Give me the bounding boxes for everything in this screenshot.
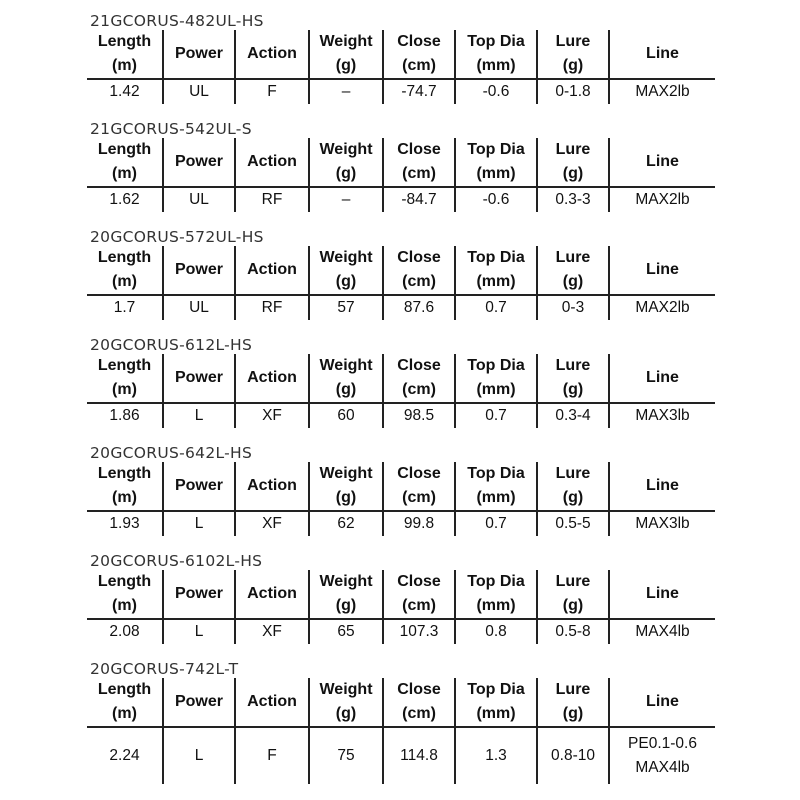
header-text: Close [397, 465, 441, 482]
spec-table [87, 30, 715, 104]
header-action [235, 30, 309, 79]
header-text: Length [97, 681, 152, 698]
header-text: (g) [335, 57, 357, 74]
data-row [87, 403, 715, 428]
header-text: Close [397, 573, 441, 590]
header-text: Action [247, 261, 297, 278]
header-text: (g) [335, 705, 357, 722]
header-top-dia [455, 678, 537, 727]
header-length [87, 138, 163, 187]
header-text: (m) [112, 705, 137, 722]
spec-table [87, 462, 715, 536]
cell-weight: 75 [309, 727, 383, 784]
header-text: Power [174, 585, 223, 602]
header-text: (g) [562, 705, 584, 722]
header-text: (cm) [402, 705, 436, 722]
header-action [235, 462, 309, 511]
header-text: (g) [562, 273, 584, 290]
header-weight [309, 138, 383, 187]
header-text: Top Dia [467, 141, 525, 158]
cell-weight: – [309, 79, 383, 104]
header-text: Length [97, 357, 152, 374]
header-lure [537, 354, 609, 403]
header-text: (m) [112, 381, 137, 398]
header-lure [537, 678, 609, 727]
line-text: MAX3lb [635, 407, 690, 424]
header-text: (cm) [402, 597, 436, 614]
header-action [235, 246, 309, 295]
line-text: MAX2lb [635, 83, 690, 100]
header-text: Line [646, 693, 679, 710]
cell-line [609, 403, 715, 428]
cell-top-dia: 0.8 [455, 619, 537, 644]
cell-lure: 0.5-5 [537, 511, 609, 536]
header-text: (mm) [476, 381, 516, 398]
header-text: (cm) [402, 489, 436, 506]
cell-close: 107.3 [383, 619, 455, 644]
header-text: Line [646, 369, 679, 386]
header-text: Action [247, 153, 297, 170]
cell-action: RF [235, 295, 309, 320]
data-row [87, 727, 715, 784]
header-weight [309, 678, 383, 727]
header-text: (cm) [402, 165, 436, 182]
cell-lure: 0.3-3 [537, 187, 609, 212]
header-text: Top Dia [467, 33, 525, 50]
data-row [87, 619, 715, 644]
spec-table [87, 246, 715, 320]
cell-close: 98.5 [383, 403, 455, 428]
spec-table [87, 354, 715, 428]
header-line [609, 462, 715, 511]
header-action [235, 570, 309, 619]
header-text: Close [397, 141, 441, 158]
header-line [609, 30, 715, 79]
cell-length: 1.93 [109, 515, 140, 532]
header-text: Line [646, 477, 679, 494]
header-text: Top Dia [467, 249, 525, 266]
cell-power: L [163, 511, 235, 536]
cell-top-dia: 0.7 [455, 511, 537, 536]
cell-top-dia: -0.6 [455, 187, 537, 212]
header-text: Weight [319, 357, 373, 374]
header-lure [537, 138, 609, 187]
model-name: 20GCORUS-742L-T [90, 660, 239, 678]
header-text: (mm) [476, 597, 516, 614]
header-text: Top Dia [467, 465, 525, 482]
header-close [383, 30, 455, 79]
header-length [87, 678, 163, 727]
header-text: (m) [112, 489, 137, 506]
header-text: Top Dia [467, 357, 525, 374]
header-text: Power [174, 693, 223, 710]
header-text: (g) [562, 489, 584, 506]
cell-lure: 0.5-8 [537, 619, 609, 644]
cell-weight: 60 [309, 403, 383, 428]
header-weight [309, 462, 383, 511]
header-top-dia [455, 570, 537, 619]
model-name: 20GCORUS-572UL-HS [90, 228, 264, 246]
header-line [609, 138, 715, 187]
cell-line [609, 619, 715, 644]
header-text: Lure [555, 357, 591, 374]
header-text: (cm) [402, 57, 436, 74]
cell-weight: – [309, 187, 383, 212]
cell-close: -84.7 [383, 187, 455, 212]
cell-power: L [163, 619, 235, 644]
header-top-dia [455, 138, 537, 187]
cell-close: -74.7 [383, 79, 455, 104]
header-length [87, 354, 163, 403]
cell-length: 1.7 [113, 299, 136, 316]
header-text: Length [97, 465, 152, 482]
cell-power: L [163, 403, 235, 428]
header-text: Close [397, 681, 441, 698]
cell-lure: 0-1.8 [537, 79, 609, 104]
cell-close: 114.8 [383, 727, 455, 784]
header-row [87, 138, 715, 187]
header-text: Top Dia [467, 573, 525, 590]
header-length [87, 246, 163, 295]
header-line [609, 246, 715, 295]
header-lure [537, 30, 609, 79]
model-name: 21GCORUS-542UL-S [90, 120, 252, 138]
line-text: MAX2lb [635, 299, 690, 316]
spec-table [87, 678, 715, 784]
header-close [383, 138, 455, 187]
cell-lure: 0-3 [537, 295, 609, 320]
cell-top-dia: -0.6 [455, 79, 537, 104]
line-text: MAX3lb [635, 515, 690, 532]
header-text: (g) [335, 489, 357, 506]
cell-line [609, 295, 715, 320]
header-text: (cm) [402, 273, 436, 290]
header-text: Close [397, 249, 441, 266]
header-length [87, 462, 163, 511]
header-text: Length [97, 141, 152, 158]
cell-length: 1.42 [109, 83, 140, 100]
header-length [87, 570, 163, 619]
header-text: (g) [335, 381, 357, 398]
cell-lure: 0.8-10 [537, 727, 609, 784]
header-text: Power [174, 369, 223, 386]
header-line [609, 354, 715, 403]
header-top-dia [455, 354, 537, 403]
model-name: 20GCORUS-642L-HS [90, 444, 253, 462]
header-text: Length [97, 249, 152, 266]
cell-line [609, 187, 715, 212]
header-close [383, 678, 455, 727]
header-power [163, 462, 235, 511]
cell-line [609, 79, 715, 104]
header-row [87, 246, 715, 295]
header-text: (g) [562, 597, 584, 614]
spec-table [87, 570, 715, 644]
cell-length: 1.86 [109, 407, 140, 424]
header-top-dia [455, 462, 537, 511]
cell-lure: 0.3-4 [537, 403, 609, 428]
header-row [87, 570, 715, 619]
header-power [163, 30, 235, 79]
header-text: Line [646, 585, 679, 602]
header-text: Lure [555, 33, 591, 50]
header-text: Power [174, 153, 223, 170]
header-text: (mm) [476, 705, 516, 722]
line-text: MAX2lb [635, 191, 690, 208]
cell-top-dia: 1.3 [455, 727, 537, 784]
header-text: (mm) [476, 489, 516, 506]
cell-line [609, 727, 715, 784]
header-text: Action [247, 585, 297, 602]
header-text: Weight [319, 465, 373, 482]
header-text: (mm) [476, 57, 516, 74]
header-row [87, 30, 715, 79]
header-text: Action [247, 477, 297, 494]
line-text: MAX4lb [635, 759, 690, 776]
header-close [383, 462, 455, 511]
header-text: (g) [335, 165, 357, 182]
model-name: 20GCORUS-612L-HS [90, 336, 253, 354]
header-row [87, 462, 715, 511]
data-row [87, 187, 715, 212]
header-text: Line [646, 45, 679, 62]
data-row [87, 511, 715, 536]
header-line [609, 678, 715, 727]
header-row [87, 678, 715, 727]
spec-table [87, 138, 715, 212]
cell-action: RF [235, 187, 309, 212]
header-power [163, 246, 235, 295]
header-text: (g) [562, 165, 584, 182]
header-line [609, 570, 715, 619]
header-lure [537, 570, 609, 619]
header-lure [537, 246, 609, 295]
header-text: Weight [319, 573, 373, 590]
header-weight [309, 246, 383, 295]
header-text: (g) [562, 381, 584, 398]
cell-length: 2.08 [109, 623, 140, 640]
header-power [163, 570, 235, 619]
header-text: (g) [562, 57, 584, 74]
header-text: (m) [112, 57, 137, 74]
cell-weight: 65 [309, 619, 383, 644]
header-lure [537, 462, 609, 511]
model-name: 20GCORUS-6102L-HS [90, 552, 263, 570]
header-weight [309, 354, 383, 403]
cell-action: XF [235, 619, 309, 644]
header-text: Lure [555, 465, 591, 482]
header-text: Action [247, 369, 297, 386]
header-text: Length [97, 33, 152, 50]
cell-action: XF [235, 511, 309, 536]
header-text: (mm) [476, 273, 516, 290]
header-text: Weight [319, 681, 373, 698]
header-text: Power [174, 45, 223, 62]
cell-action: F [235, 79, 309, 104]
header-text: (m) [112, 597, 137, 614]
header-text: Lure [555, 249, 591, 266]
model-name: 21GCORUS-482UL-HS [90, 12, 264, 30]
data-row [87, 79, 715, 104]
header-text: (m) [112, 165, 137, 182]
header-text: Lure [555, 141, 591, 158]
header-row [87, 354, 715, 403]
header-text: (m) [112, 273, 137, 290]
line-text: MAX4lb [635, 623, 690, 640]
cell-action: XF [235, 403, 309, 428]
header-text: Action [247, 45, 297, 62]
header-text: Close [397, 357, 441, 374]
header-close [383, 354, 455, 403]
cell-close: 99.8 [383, 511, 455, 536]
cell-weight: 57 [309, 295, 383, 320]
header-close [383, 246, 455, 295]
cell-length: 2.24 [109, 747, 140, 764]
header-text: Lure [555, 681, 591, 698]
header-text: Length [97, 573, 152, 590]
line-text: PE0.1-0.6 [628, 735, 697, 752]
cell-close: 87.6 [383, 295, 455, 320]
header-text: Weight [319, 141, 373, 158]
header-action [235, 138, 309, 187]
cell-power: UL [163, 295, 235, 320]
cell-action: F [235, 727, 309, 784]
header-weight [309, 30, 383, 79]
header-text: Power [174, 477, 223, 494]
cell-power: L [163, 727, 235, 784]
header-power [163, 138, 235, 187]
cell-length: 1.62 [109, 191, 140, 208]
header-text: Line [646, 153, 679, 170]
header-text: Close [397, 33, 441, 50]
header-top-dia [455, 30, 537, 79]
header-text: Lure [555, 573, 591, 590]
header-length [87, 30, 163, 79]
cell-top-dia: 0.7 [455, 403, 537, 428]
header-text: (g) [335, 273, 357, 290]
header-text: Top Dia [467, 681, 525, 698]
cell-top-dia: 0.7 [455, 295, 537, 320]
header-top-dia [455, 246, 537, 295]
header-text: (mm) [476, 165, 516, 182]
header-power [163, 354, 235, 403]
header-action [235, 678, 309, 727]
cell-weight: 62 [309, 511, 383, 536]
header-text: Line [646, 261, 679, 278]
header-text: Weight [319, 249, 373, 266]
header-text: (cm) [402, 381, 436, 398]
header-text: Power [174, 261, 223, 278]
header-power [163, 678, 235, 727]
data-row [87, 295, 715, 320]
header-close [383, 570, 455, 619]
header-text: Weight [319, 33, 373, 50]
header-action [235, 354, 309, 403]
header-text: Action [247, 693, 297, 710]
header-text: (g) [335, 597, 357, 614]
cell-power: UL [163, 187, 235, 212]
header-weight [309, 570, 383, 619]
cell-line [609, 511, 715, 536]
cell-power: UL [163, 79, 235, 104]
